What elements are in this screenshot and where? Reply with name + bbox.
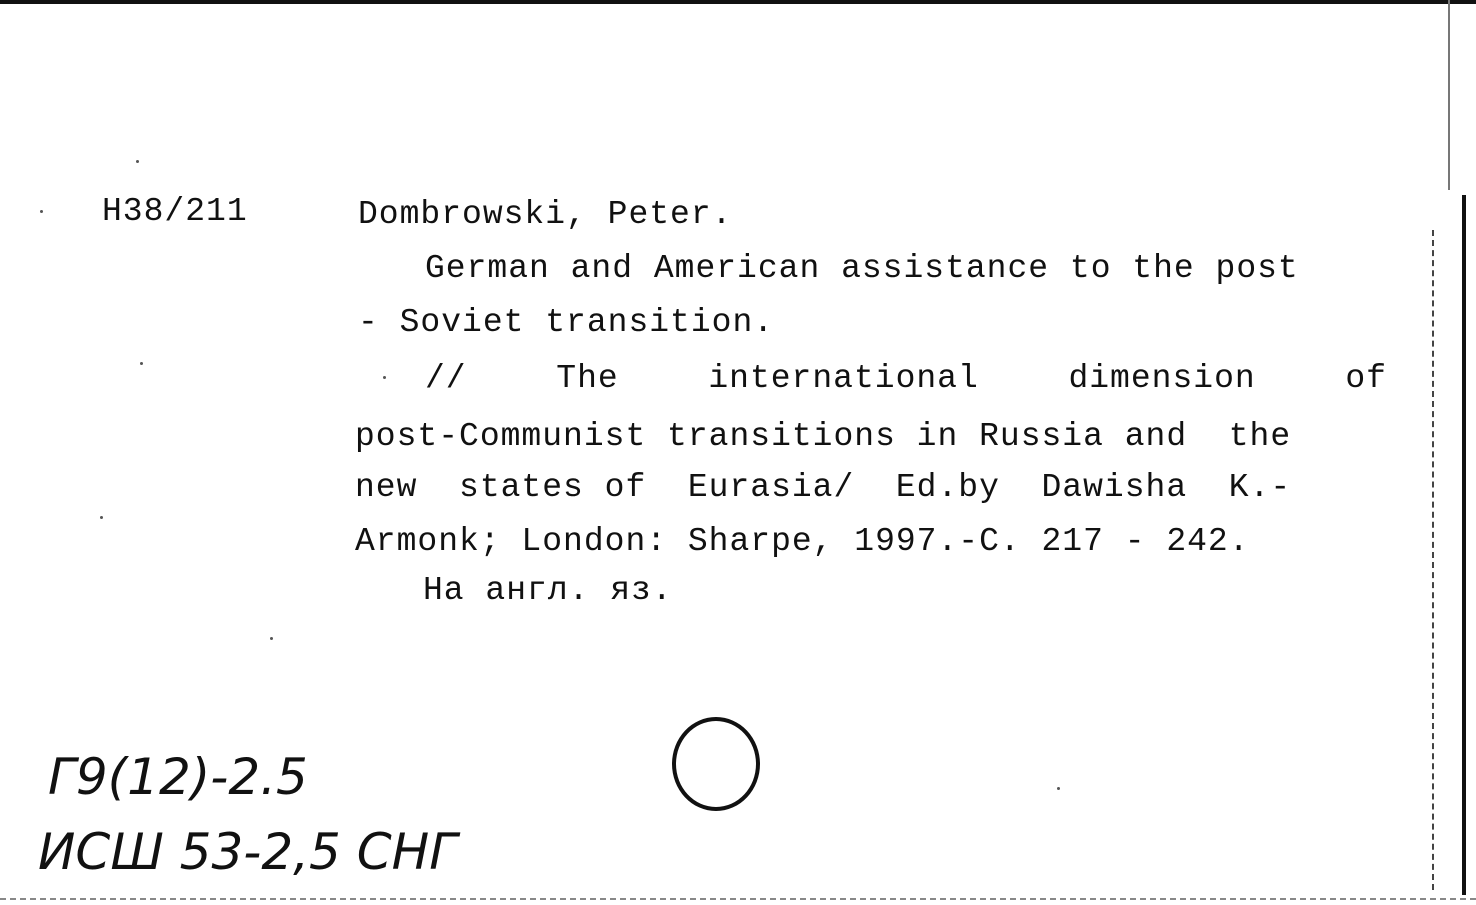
scan-speck [1057,787,1060,790]
author-name: Dombrowski, Peter. [358,196,733,233]
source-word: dimension [1068,360,1256,397]
scan-speck [136,160,139,163]
card-bottom-edge [0,898,1476,900]
card-perforation-line [1432,230,1434,890]
title-line-1: German and American assistance to the post [425,250,1299,287]
handwritten-subject-code: ИСШ 53-2,5 СНГ [38,823,458,881]
source-line-1 [425,360,1387,397]
title-line-2: - Soviet transition. [358,304,775,341]
punch-hole-circle [672,717,760,811]
card-top-border [0,0,1476,4]
card-right-border [1462,195,1466,895]
source-word: international [708,360,979,397]
source-line-3: new states of Eurasia/ Ed.by Dawisha K.- [355,469,1292,506]
source-word: The [556,360,619,397]
language-note: На англ. яз. [423,572,673,609]
scan-speck [100,516,103,519]
call-number: H38/211 [102,193,248,230]
source-line-4: Armonk; London: Sharpe, 1997.-C. 217 - 242. [355,523,1250,560]
handwritten-classification-code: Г9(12)-2.5 [48,748,308,806]
source-line-2: post-Communist transitions in Russia and the [355,418,1292,455]
scan-speck [270,637,273,640]
card-right-edge-top [1448,0,1450,190]
source-word: of [1345,360,1387,397]
scan-speck [140,362,143,365]
scan-speck [383,376,386,379]
scan-speck [40,210,43,213]
source-word: // [425,360,467,397]
